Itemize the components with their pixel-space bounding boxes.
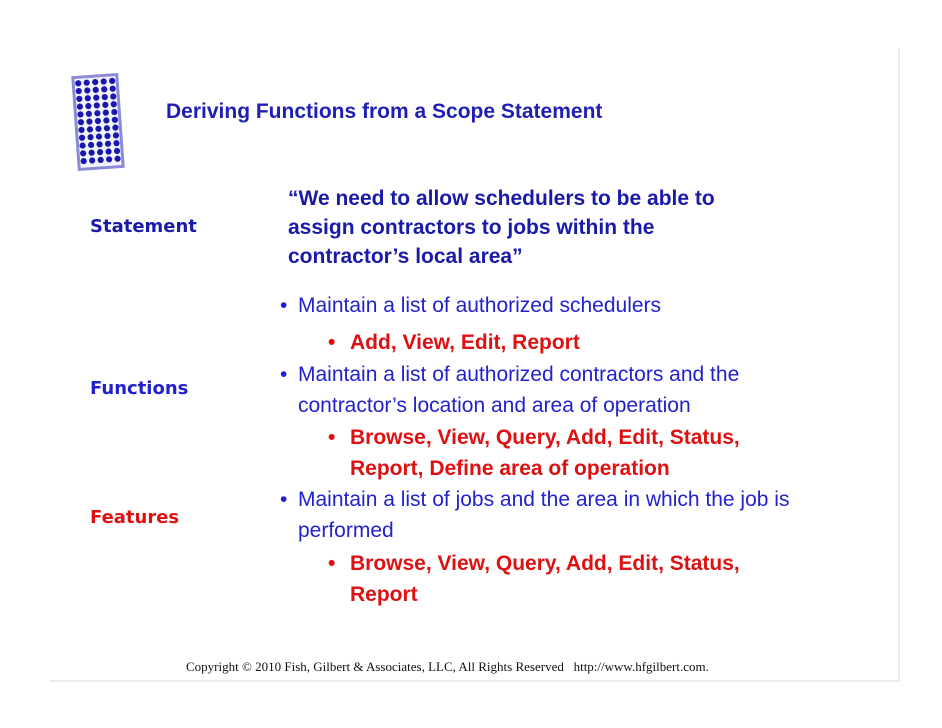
feature-item [328, 548, 740, 610]
scope-statement [288, 184, 715, 271]
function-text: performed [298, 519, 394, 542]
function-text: contractor’s location and area of operation [298, 394, 691, 417]
feature-item [328, 422, 740, 484]
function-text: Maintain a list of jobs and the area in which the job is [298, 488, 790, 511]
statement-line: contractor’s local area” [288, 245, 523, 268]
function-item [280, 359, 739, 421]
bullet: • [328, 552, 336, 575]
slide-frame-bottom [50, 680, 900, 682]
feature-text: Browse, View, Query, Add, Edit, Status, [350, 552, 740, 575]
company-logo-icon [70, 72, 126, 172]
feature-item [328, 327, 580, 358]
feature-text: Browse, View, Query, Add, Edit, Status, [350, 426, 740, 449]
bullet: • [328, 331, 336, 354]
function-item [280, 484, 789, 546]
statement-label: Statement [90, 216, 197, 237]
statement-line: assign contractors to jobs within the [288, 216, 655, 239]
copyright-footer: Copyright © 2010 Fish, Gilbert & Associates, LLC, All Rights Reserved http://www.hfgilbert.com. [186, 659, 709, 674]
functions-label: Functions [90, 378, 189, 399]
bullet: • [328, 426, 336, 449]
function-text: Maintain a list of authorized schedulers [298, 294, 662, 317]
features-label: Features [90, 507, 180, 528]
bullet: • [280, 488, 288, 511]
function-item [280, 290, 661, 321]
statement-line: “We need to allow schedulers to be able to [288, 187, 715, 210]
bullet: • [280, 294, 288, 317]
slide-title: Deriving Functions from a Scope Statement [166, 100, 603, 123]
function-text: Maintain a list of authorized contractors and the [298, 363, 740, 386]
slide-frame-right [898, 48, 900, 680]
bullet: • [280, 363, 288, 386]
feature-text: Report [350, 583, 418, 606]
feature-text: Report, Define area of operation [350, 457, 670, 480]
feature-text: Add, View, Edit, Report [350, 331, 580, 354]
